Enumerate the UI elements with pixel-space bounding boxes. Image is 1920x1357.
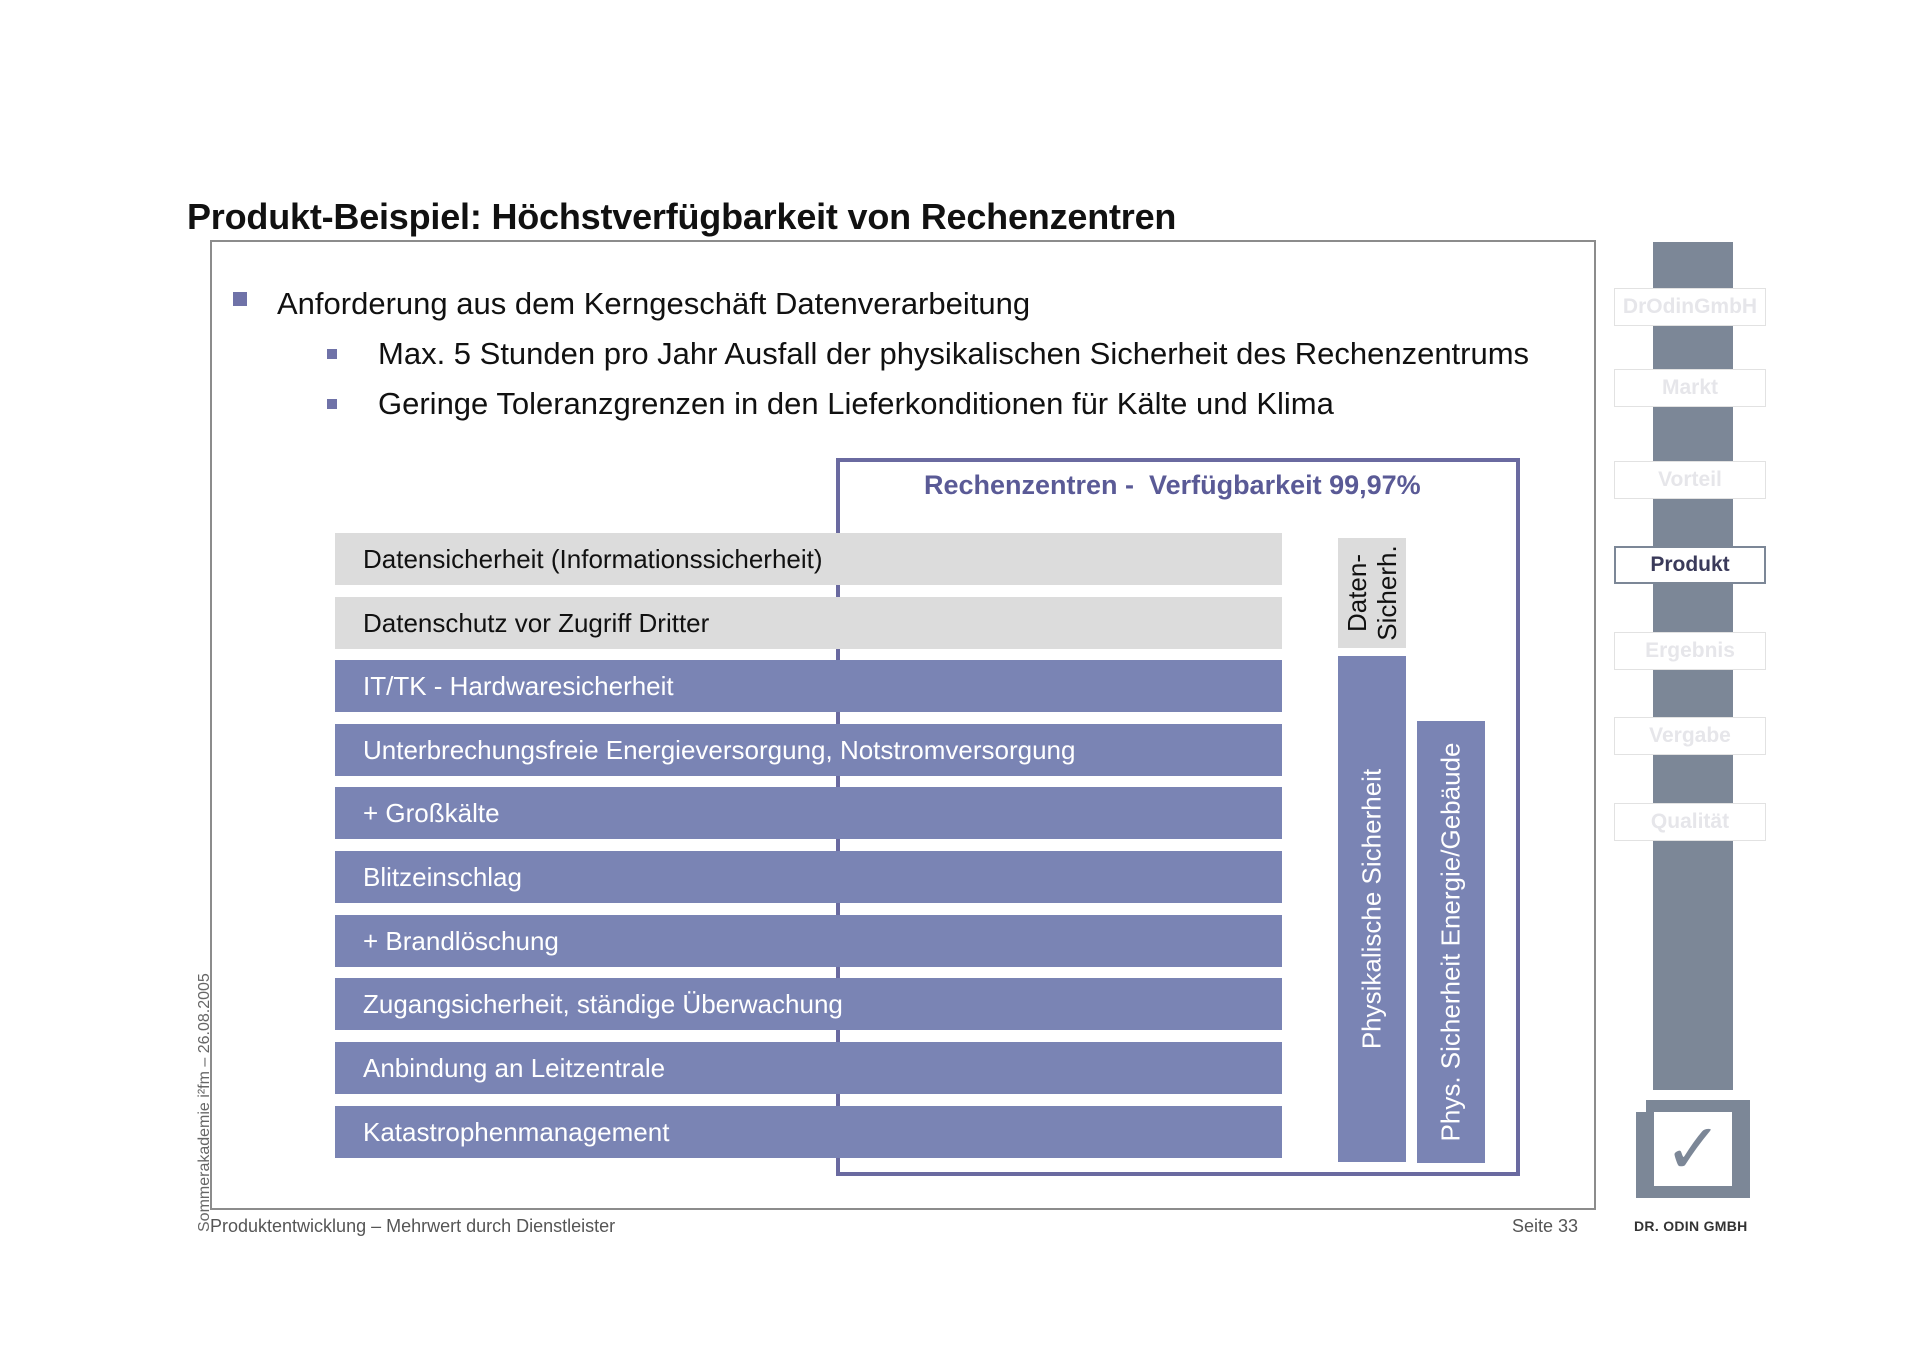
diagram-row: Unterbrechungsfreie Energieversorgung, Notstromversorgung <box>335 724 1282 776</box>
sub-bullet-square-icon <box>327 399 337 409</box>
diagram-row: Blitzeinschlag <box>335 851 1282 903</box>
nav-item-drodingmbh[interactable]: DrOdinGmbH <box>1614 288 1766 326</box>
diagram-row: + Brandlöschung <box>335 915 1282 967</box>
diagram-row: Zugangsicherheit, ständige Überwachung <box>335 978 1282 1030</box>
sub-bullet-square-icon <box>327 349 337 359</box>
diagram-row: Katastrophenmanagement <box>335 1106 1282 1158</box>
page-number: Seite 33 <box>1512 1216 1579 1236</box>
daten-sicherheit-bar <box>1338 538 1406 648</box>
checkmark-icon: ✓ <box>1664 1110 1723 1188</box>
diagram-row: Datensicherheit (Informationssicherheit) <box>335 533 1282 585</box>
nav-item-ergebnis[interactable]: Ergebnis <box>1614 632 1766 670</box>
nav-item-vergabe[interactable]: Vergabe <box>1614 717 1766 755</box>
diagram-row: Anbindung an Leitzentrale <box>335 1042 1282 1094</box>
bullet-square-icon <box>233 292 247 306</box>
bullet-main: Anforderung aus dem Kerngeschäft Datenverarbeitung <box>277 286 1031 321</box>
side-note: Sommerakademie i²fm – 26.08.2005 <box>196 973 213 1232</box>
bullet-sub-2: Geringe Toleranzgrenzen in den Lieferkonditionen für Kälte und Klima <box>378 386 1334 421</box>
daten-label-line2: Sicherh. <box>1372 545 1402 641</box>
energie-gebaeude-label: Phys. Sicherheit Energie/Gebäude <box>1435 742 1466 1142</box>
bullet-sub-1: Max. 5 Stunden pro Jahr Ausfall der physikalischen Sicherheit des Rechenzentrums <box>378 336 1530 371</box>
page-title: Produkt-Beispiel: Höchstverfügbarkeit von Rechenzentren <box>187 196 1177 237</box>
diagram-row: Datenschutz vor Zugriff Dritter <box>335 597 1282 649</box>
nav-item-produkt[interactable]: Produkt <box>1614 546 1766 584</box>
footer-subtitle: Produktentwicklung – Mehrwert durch Dienstleister <box>210 1216 616 1236</box>
datacenter-box-title: Rechenzentren - Verfügbarkeit 99,97% <box>924 470 1421 500</box>
nav-item-markt[interactable]: Markt <box>1614 369 1766 407</box>
logo-notch <box>1636 1100 1646 1112</box>
physikalische-sicherheit-label: Physikalische Sicherheit <box>1356 768 1387 1050</box>
physikalische-sicherheit-bar <box>1338 656 1406 1162</box>
diagram-row: IT/TK - Hardwaresicherheit <box>335 660 1282 712</box>
nav-item-vorteil[interactable]: Vorteil <box>1614 461 1766 499</box>
diagram-row: + Großkälte <box>335 787 1282 839</box>
logo-text: DR. ODIN GMBH <box>1634 1218 1748 1234</box>
daten-label-line1: Daten- <box>1342 553 1372 633</box>
energie-gebaeude-bar <box>1417 721 1485 1163</box>
nav-item-qualitaet[interactable]: Qualität <box>1614 803 1766 841</box>
